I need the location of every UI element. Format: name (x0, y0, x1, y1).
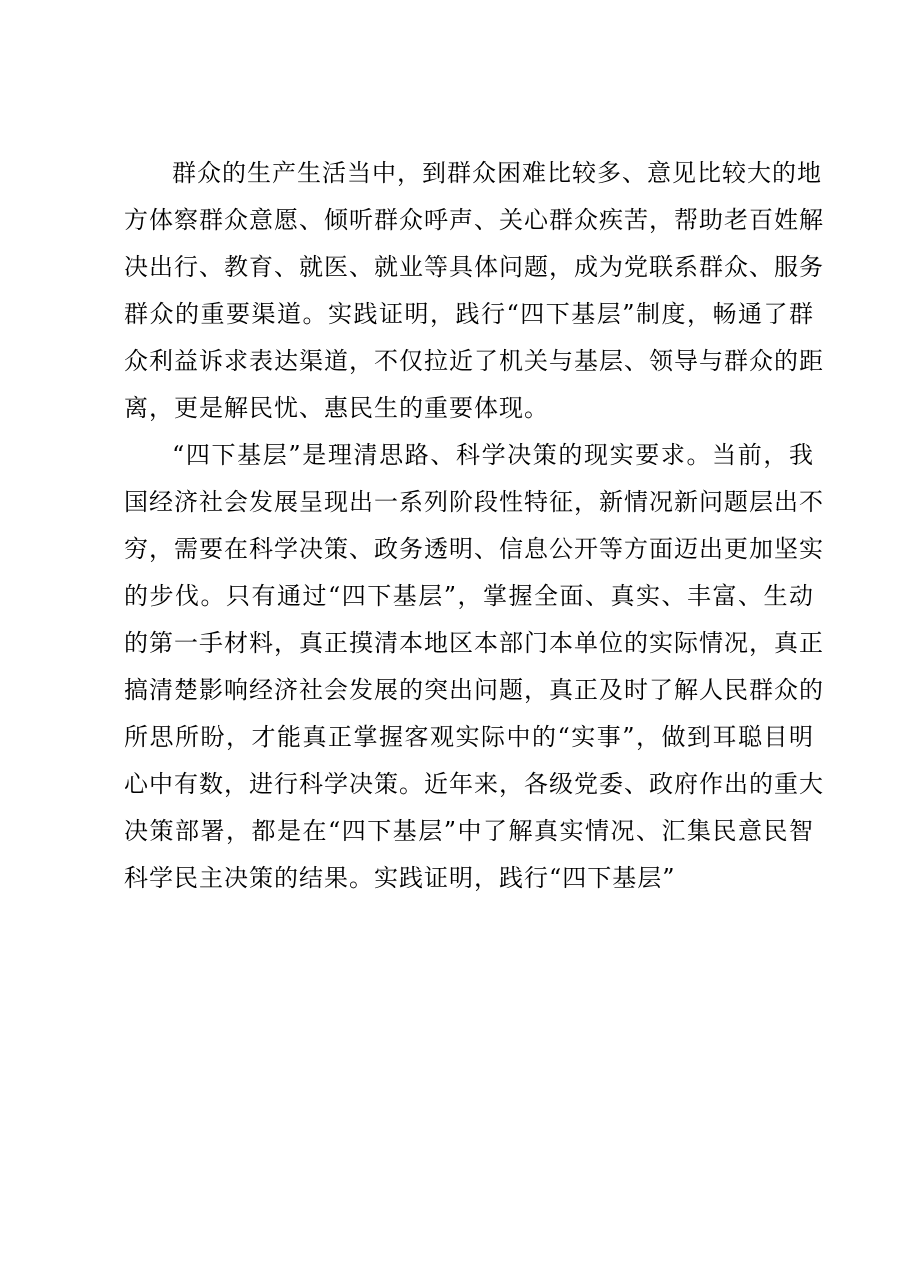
text-line: 决策部署，都是在“四下基层”中了解真实情况、汇集民意民智 (124, 817, 814, 845)
text-line: 群众的生产生活当中，到群众困难比较多、意见比较大的地 (172, 159, 822, 187)
text-line: 方体察群众意愿、倾听群众呼声、关心群众疾苦，帮助老百姓解 (124, 206, 824, 234)
text-line: 群众的重要渠道。实践证明，践行“四下基层”制度，畅通了群 (124, 300, 814, 328)
text-line: 所思所盼，才能真正掌握客观实际中的“实事”，做到耳聪目明 (124, 723, 814, 751)
text-line: 离，更是解民忧、惠民生的重要体现。 (124, 394, 549, 422)
text-line: 穷，需要在科学决策、政务透明、信息公开等方面迈出更加坚实 (124, 535, 824, 563)
text-line: 的第一手材料，真正摸清本地区本部门本单位的实际情况，真正 (124, 629, 824, 657)
text-line: 决出行、教育、就医、就业等具体问题，成为党联系群众、服务 (124, 253, 824, 281)
text-line: 众利益诉求表达渠道，不仅拉近了机关与基层、领导与群众的距 (124, 347, 824, 375)
text-line: 科学民主决策的结果。实践证明，践行“四下基层” (124, 864, 676, 892)
body-text (124, 150, 824, 902)
text-line: 的步伐。只有通过“四下基层”，掌握全面、真实、丰富、生动 (124, 582, 814, 610)
text-line: 心中有数，进行科学决策。近年来，各级党委、政府作出的重大 (124, 770, 824, 798)
text-line: 国经济社会发展呈现出一系列阶段性特征，新情况新问题层出不 (124, 488, 824, 516)
text-line: 搞清楚影响经济社会发展的突出问题，真正及时了解人民群众的 (124, 676, 824, 704)
text-line: “四下基层”是理清思路、科学决策的现实要求。当前，我 (172, 441, 814, 469)
